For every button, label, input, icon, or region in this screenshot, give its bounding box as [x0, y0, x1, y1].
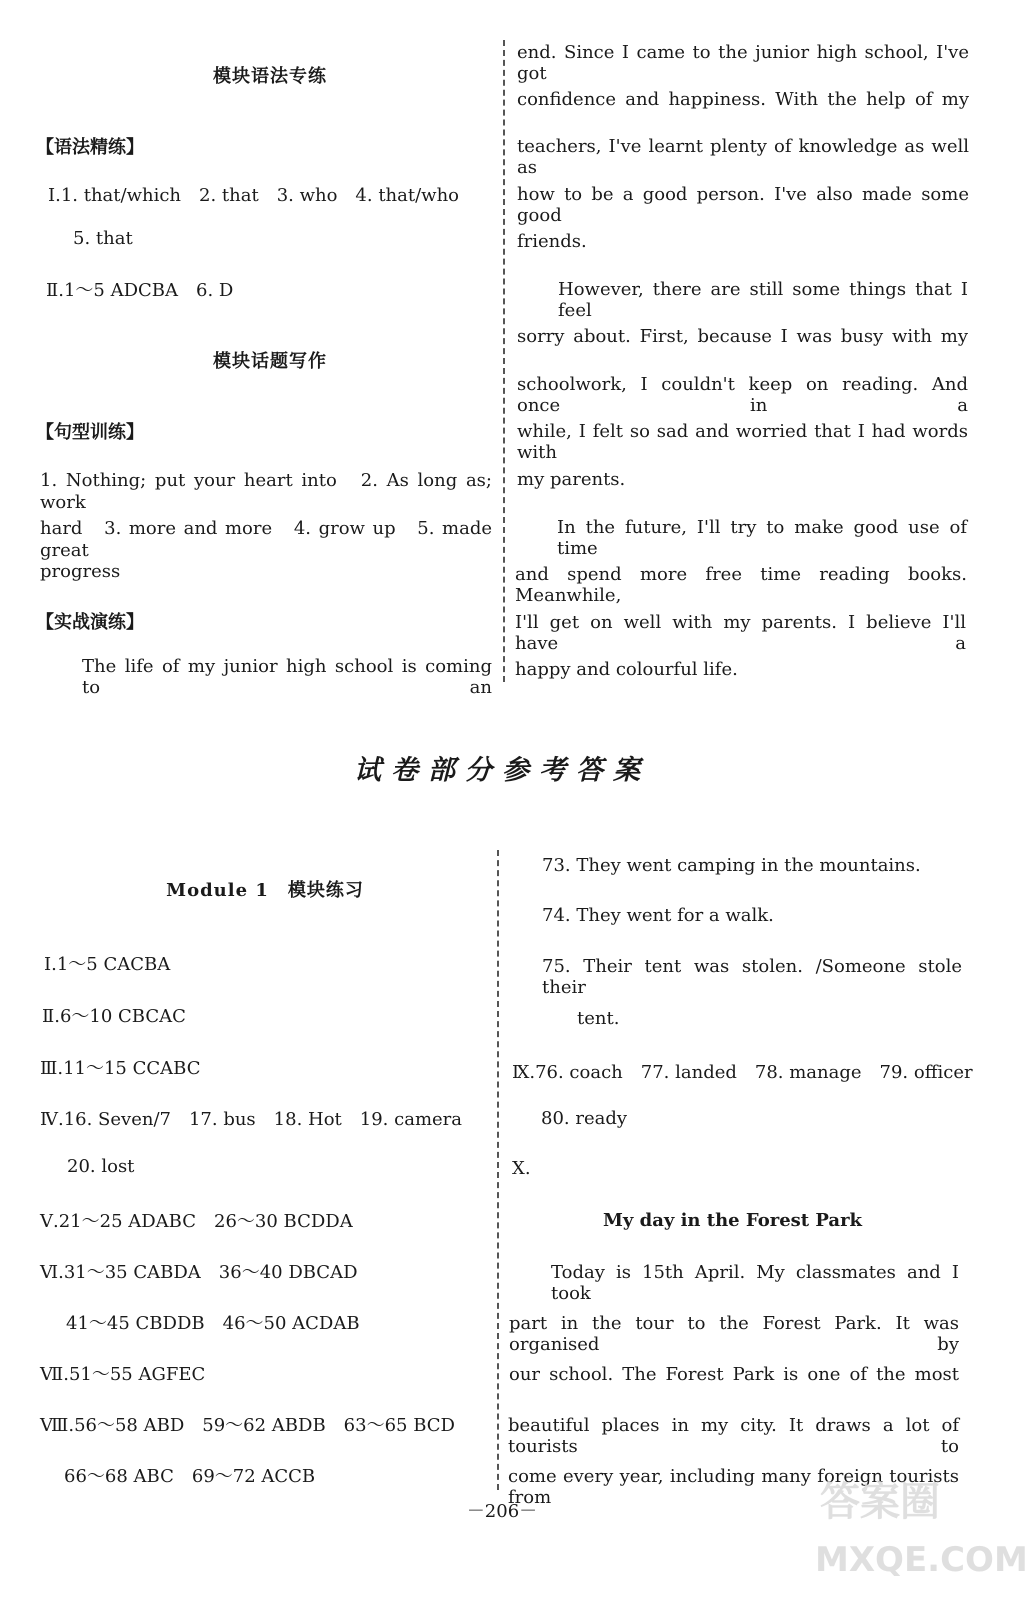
essay-paragraph-line: come every year, including many foreign tourists from — [508, 1466, 959, 1508]
sentence-answer-line: progress — [40, 561, 121, 582]
grammar-answer-line: 5. that — [73, 228, 133, 249]
answer-line: Ⅵ.31～35 CABDA 36～40 DBCAD — [40, 1262, 358, 1283]
essay-paragraph-line: sorry about. First, because I was busy with my — [517, 326, 968, 347]
watermark-logo: 答案圈 — [820, 1479, 940, 1525]
answer-line: Ⅳ.16. Seven/7 17. bus 18. Hot 19. camera — [40, 1109, 462, 1130]
sentence-answer-line: hard 3. more and more 4. grow up 5. made great — [40, 518, 492, 561]
bottom-column-divider — [497, 850, 499, 1490]
module-title: Module 1 模块练习 — [166, 880, 364, 901]
answer-line: tent. — [577, 1008, 620, 1029]
answer-line: 66～68 ABC 69～72 ACCB — [64, 1466, 316, 1487]
essay-paragraph-line: our school. The Forest Park is one of the most — [509, 1364, 959, 1385]
essay-paragraph-line: end. Since I came to the junior high school, I've got — [517, 42, 969, 84]
grammar-section-title: 模块语法专练 — [213, 66, 327, 87]
essay-paragraph-line: happy and colourful life. — [515, 659, 738, 680]
essay-paragraph-line: part in the tour to the Forest Park. It was organised by — [509, 1313, 959, 1355]
answer-line: 20. lost — [67, 1156, 135, 1177]
answer-line: 41～45 CBDDB 46～50 ACDAB — [66, 1313, 360, 1334]
top-column-divider — [503, 40, 505, 682]
essay-paragraph-line: beautiful places in my city. It draws a lot of tourists to — [508, 1415, 959, 1457]
practice-label: 【实战演练】 — [36, 612, 144, 633]
essay-paragraph-line: while, I felt so sad and worried that I had words with — [517, 421, 968, 463]
grammar-answer-line: Ⅱ.1～5 ADCBA 6. D — [46, 280, 234, 301]
essay-paragraph-line: friends. — [517, 231, 587, 252]
answer-line: 74. They went for a walk. — [542, 905, 774, 926]
answer-line: Ⅱ.6～10 CBCAC — [42, 1006, 186, 1027]
essay-title: My day in the Forest Park — [602, 1210, 863, 1231]
grammar-practice-label: 【语法精练】 — [36, 137, 144, 158]
sentence-answer-line: 1. Nothing; put your heart into 2. As long as; work — [40, 470, 492, 513]
essay-paragraph-line: schoolwork, I couldn't keep on reading. And once in a — [517, 374, 968, 416]
page-number: －206－ — [466, 1501, 538, 1522]
sentence-training-label: 【句型训练】 — [36, 422, 144, 443]
answer-line: Ⅰ.1～5 CACBA — [44, 954, 171, 975]
answer-line: Ⅷ.56～58 ABD 59～62 ABDB 63～65 BCD — [40, 1415, 455, 1436]
essay-paragraph-line: how to be a good person. I've also made some good — [517, 184, 969, 226]
answer-line: 73. They went camping in the mountains. — [542, 855, 921, 876]
essay-paragraph-line: However, there are still some things that I feel — [558, 279, 968, 321]
watermark-url: MXQE.COM — [815, 1540, 1028, 1580]
essay-paragraph-line: and spend more free time reading books. Meanwhile, — [515, 564, 967, 606]
answer-key-section-title: 试卷部分参考答案 — [354, 755, 650, 786]
grammar-answer-line: Ⅰ.1. that/which 2. that 3. who 4. that/who — [48, 185, 460, 206]
essay-paragraph-line: The life of my junior high school is coming to an — [82, 656, 492, 698]
answer-line: Ⅴ.21～25 ADABC 26～30 BCDDA — [40, 1211, 353, 1232]
answer-line: Ⅶ.51～55 AGFEC — [40, 1364, 206, 1385]
answer-line: Ⅹ. — [512, 1158, 531, 1179]
answer-line: 75. Their tent was stolen. /Someone stole their — [542, 956, 962, 998]
essay-paragraph-line: my parents. — [517, 469, 626, 490]
answer-line: Ⅸ.76. coach 77. landed 78. manage 79. officer — [512, 1062, 973, 1083]
writing-section-title: 模块话题写作 — [213, 351, 327, 372]
essay-paragraph-line: teachers, I've learnt plenty of knowledge as well as — [517, 136, 969, 178]
essay-paragraph-line: In the future, I'll try to make good use of time — [557, 517, 967, 559]
essay-paragraph-line: Today is 15th April. My classmates and I took — [551, 1262, 959, 1304]
essay-paragraph-line: I'll get on well with my parents. I believe I'll have a — [515, 612, 966, 654]
answer-line: Ⅲ.11～15 CCABC — [40, 1058, 201, 1079]
essay-paragraph-line: confidence and happiness. With the help of my — [517, 89, 969, 110]
answer-line: 80. ready — [541, 1108, 628, 1129]
